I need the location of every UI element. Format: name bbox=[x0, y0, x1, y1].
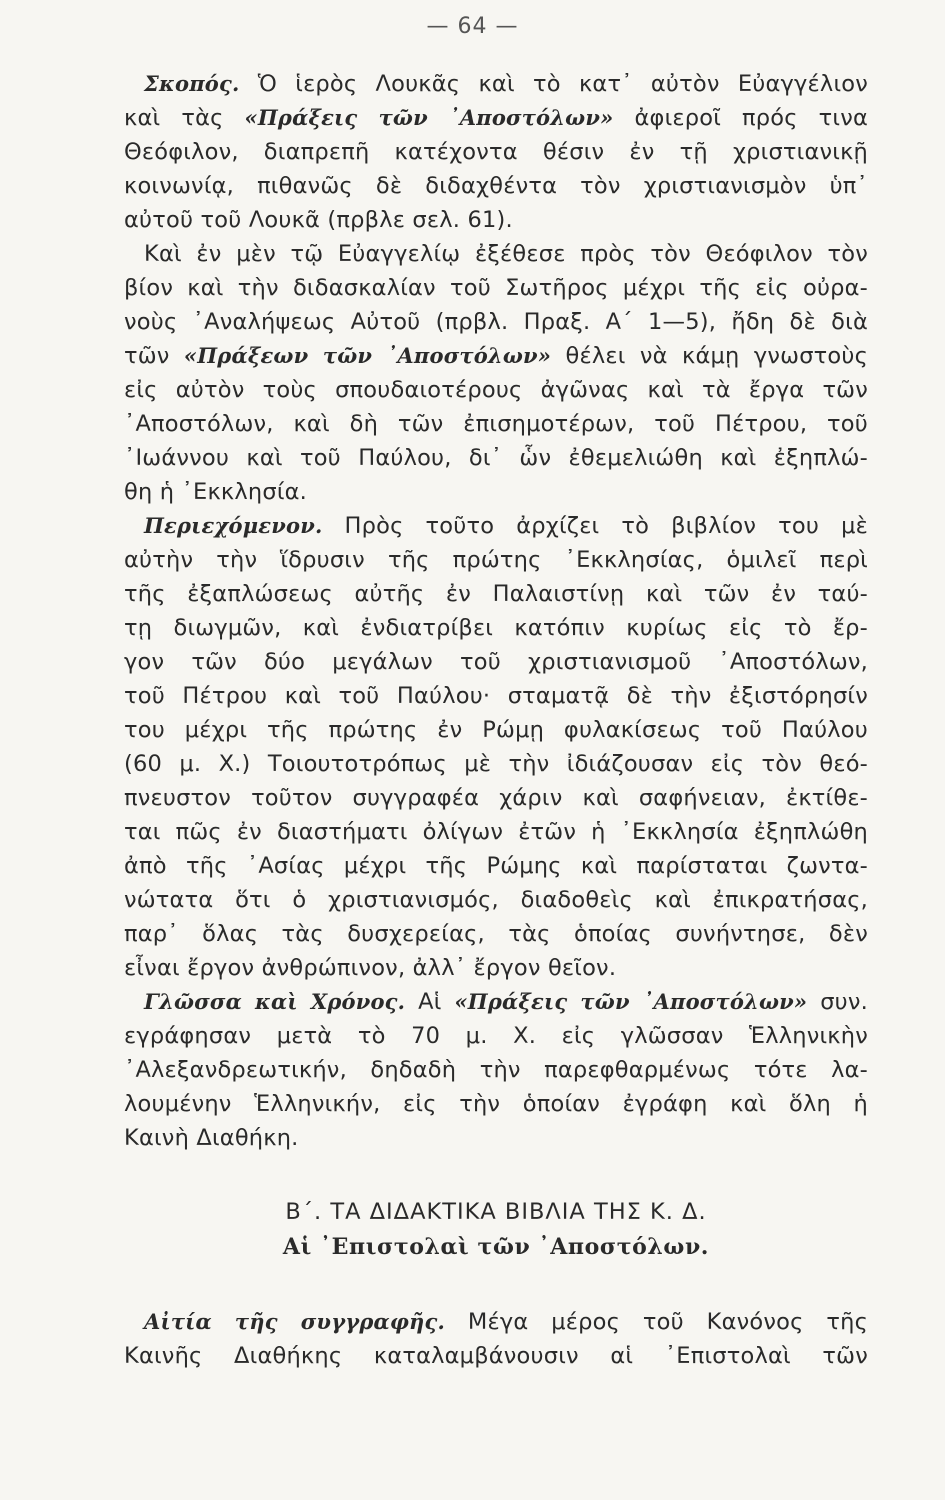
book-title-acts: «Πράξεις τῶν ᾿Αποστόλων» bbox=[244, 105, 614, 130]
subtitle-spacer bbox=[124, 1265, 868, 1305]
p2-line-8: θη ἡ ᾿Εκκλησία. bbox=[124, 479, 308, 505]
page-number: — 64 — bbox=[426, 14, 519, 39]
p3-line-1: Περιεχόμενον. Πρὸς τοῦτο ἀρχίζει τὸ βιβλίον του μὲ bbox=[144, 513, 868, 539]
p2-line-4: τῶν «Πράξεων τῶν ᾿Αποστόλων» θέλει νὰ κάμῃ γνωστοὺς bbox=[124, 343, 868, 369]
p3-line-13: παρ᾽ ὅλας τὰς δυσχερείας, τὰς ὁποίας συνήντησε, δὲν bbox=[124, 921, 868, 947]
p3-line-6: τοῦ Πέτρου καὶ τοῦ Παύλου· σταματᾷ δὲ τὴν ἐξιστόρησίν bbox=[124, 683, 868, 709]
p3-line-10: ται πῶς ἐν διαστήματι ὀλίγων ἐτῶν ἡ ᾿Εκκλησία ἐξηπλώθη bbox=[124, 819, 868, 845]
p5-line-1: Αἰτία τῆς συγγραφῆς. Μέγα μέρος τοῦ Κανόνος τῆς bbox=[144, 1309, 868, 1335]
p5-label: Αἰτία τῆς συγγραφῆς. bbox=[144, 1309, 446, 1334]
p4-line-4: λουμένην Ἑλληνικήν, εἰς τὴν ὁποίαν ἐγράφη καὶ ὅλη ἡ bbox=[124, 1091, 868, 1117]
section-spacer bbox=[124, 1155, 868, 1195]
p1-label: Σκοπός. bbox=[144, 71, 240, 96]
p3-line-7: του μέχρι τῆς πρώτης ἐν Ρώμῃ φυλακίσεως τοῦ Παύλου bbox=[124, 717, 868, 743]
book-title-acts: «Πράξεις τῶν ᾿Αποστόλων» bbox=[454, 989, 808, 1014]
p4-line-3: ᾿Αλεξανδρεωτικήν, δηδαδὴ τὴν παρεφθαρμένως τότε λα- bbox=[124, 1057, 868, 1083]
p2-line-1: Καὶ ἐν μὲν τῷ Εὐαγγελίῳ ἐξέθεσε πρὸς τὸν Θεόφιλον τὸν bbox=[144, 241, 868, 267]
p1-line-1: Σκοπός. Ὁ ἱερὸς Λουκᾶς καὶ τὸ κατ᾽ αὐτὸν Εὐαγγέλιον bbox=[144, 71, 868, 97]
p3-line-12: νώτατα ὅτι ὁ χριστιανισμός, διαδοθεὶς καὶ ἐπικρατήσας, bbox=[124, 887, 868, 913]
p1-line-3: Θεόφιλον, διαπρεπῆ κατέχοντα θέσιν ἐν τῇ χριστιανικῇ bbox=[124, 139, 868, 165]
page-body bbox=[124, 67, 868, 1373]
p2-line-2: βίον καὶ τὴν διδασκαλίαν τοῦ Σωτῆρος μέχρι τῆς εἰς οὐρα- bbox=[124, 275, 868, 301]
p5-line-2: Καινῆς Διαθήκης καταλαμβάνουσιν αἱ ᾿Επιστολαὶ τῶν bbox=[124, 1343, 868, 1369]
p2-line-3: νοὺς ᾿Αναλήψεως Αὐτοῦ (πρβλ. Πραξ. Α΄ 1—5), ἤδη δὲ διὰ bbox=[124, 309, 868, 335]
p2-line-5: εἰς αὐτὸν τοὺς σπουδαιοτέρους ἀγῶνας καὶ τὰ ἔργα τῶν bbox=[124, 377, 868, 403]
section-title: Β΄. ΤΑ ΔΙΔΑΚΤΙΚΑ ΒΙΒΛΙΑ ΤΗΣ Κ. Δ. bbox=[285, 1199, 707, 1225]
book-title-acts: «Πράξεων τῶν ᾿Αποστόλων» bbox=[183, 343, 552, 368]
p3-line-11: ἀπὸ τῆς ᾿Ασίας μέχρι τῆς Ρώμης καὶ παρίσταται ζωντα- bbox=[124, 853, 868, 879]
p4-label: Γλῶσσα καὶ Χρόνος. bbox=[144, 989, 406, 1014]
p2-line-7: ᾿Ιωάννου καὶ τοῦ Παύλου, δι᾽ ὧν ἐθεμελιώθη καὶ ἐξηπλώ- bbox=[124, 445, 868, 471]
p4-line-5: Καινὴ Διαθήκη. bbox=[124, 1125, 299, 1151]
p3-line-14: εἶναι ἔργον ἀνθρώπινον, ἀλλ᾽ ἔργον θεῖον. bbox=[124, 955, 617, 981]
p3-line-9: πνευστον τοῦτον συγγραφέα χάριν καὶ σαφήνειαν, ἐκτίθε- bbox=[124, 785, 868, 811]
p1-line-5: αὐτοῦ τοῦ Λουκᾶ (πρβλε σελ. 61). bbox=[124, 207, 513, 233]
p1-line-2: καὶ τὰς «Πράξεις τῶν ᾿Αποστόλων» ἀφιεροῖ πρός τινα bbox=[124, 105, 868, 131]
p4-line-1: Γλῶσσα καὶ Χρόνος. Αἱ «Πράξεις τῶν ᾿Αποστόλων» συν. bbox=[144, 989, 868, 1015]
p3-line-5: γον τῶν δύο μεγάλων τοῦ χριστιανισμοῦ ᾿Αποστόλων, bbox=[124, 649, 868, 675]
p2-line-6: ᾿Αποστόλων, καὶ δὴ τῶν ἐπισημοτέρων, τοῦ Πέτρου, τοῦ bbox=[124, 411, 868, 437]
p3-line-8: (60 μ. Χ.) Τοιουτοτρόπως μὲ τὴν ἰδιάζουσαν εἰς τὸν θεό- bbox=[124, 751, 868, 777]
p3-line-3: τῆς ἐξαπλώσεως αὐτῆς ἐν Παλαιστίνῃ καὶ τῶν ἐν ταύ- bbox=[124, 581, 868, 607]
p1-line-4: κοινωνίᾳ, πιθανῶς δὲ διδαχθέντα τὸν χριστιανισμὸν ὑπ᾽ bbox=[124, 173, 868, 199]
p3-label: Περιεχόμενον. bbox=[144, 513, 323, 538]
section-subtitle: Αἱ ᾿Επιστολαὶ τῶν ᾿Αποστόλων. bbox=[282, 1234, 710, 1260]
p4-line-2: εγράφησαν μετὰ τὸ 70 μ. Χ. εἰς γλῶσσαν Ἑλληνικὴν bbox=[124, 1023, 868, 1049]
p3-line-4: τῃ διωγμῶν, καὶ ἐνδιατρίβει κατόπιν κυρίως εἰς τὸ ἔρ- bbox=[124, 615, 868, 641]
p3-line-2: αὐτὴν τὴν ἵδρυσιν τῆς πρώτης ᾿Εκκλησίας, ὁμιλεῖ περὶ bbox=[124, 547, 868, 573]
